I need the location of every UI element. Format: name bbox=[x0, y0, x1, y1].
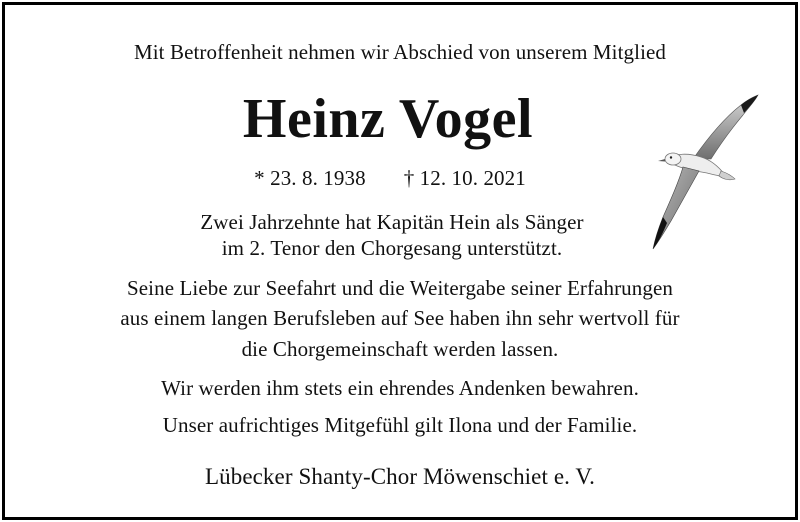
tribute-line: Seine Liebe zur Seefahrt und die Weitergabe seiner Erfahrungen bbox=[126, 276, 673, 300]
tribute-line: Zwei Jahrzehnte hat Kapitän Hein als Sänger bbox=[200, 210, 584, 234]
obituary-notice bbox=[2, 2, 798, 520]
seagull-icon bbox=[645, 89, 763, 255]
signature: Lübecker Shanty-Chor Möwenschiet e. V. bbox=[204, 464, 596, 489]
remembrance-line: Wir werden ihm stets ein ehrendes Andenken bewahren. bbox=[161, 376, 639, 400]
tribute-line: aus einem langen Berufsleben auf See haben ihn sehr wertvoll für bbox=[120, 306, 680, 330]
tribute-line: die Chorgemeinschaft werden lassen. bbox=[241, 337, 559, 361]
death-date: † 12. 10. 2021 bbox=[403, 166, 526, 190]
birth-date: * 23. 8. 1938 bbox=[254, 166, 366, 190]
condolence-line: Unser aufrichtiges Mitgefühl gilt Ilona und der Familie. bbox=[162, 413, 638, 437]
deceased-name: Heinz Vogel bbox=[242, 88, 534, 150]
intro-text: Mit Betroffenheit nehmen wir Abschied von unserem Mitglied bbox=[133, 40, 667, 64]
tribute-line: im 2. Tenor den Chorgesang unterstützt. bbox=[221, 236, 563, 260]
